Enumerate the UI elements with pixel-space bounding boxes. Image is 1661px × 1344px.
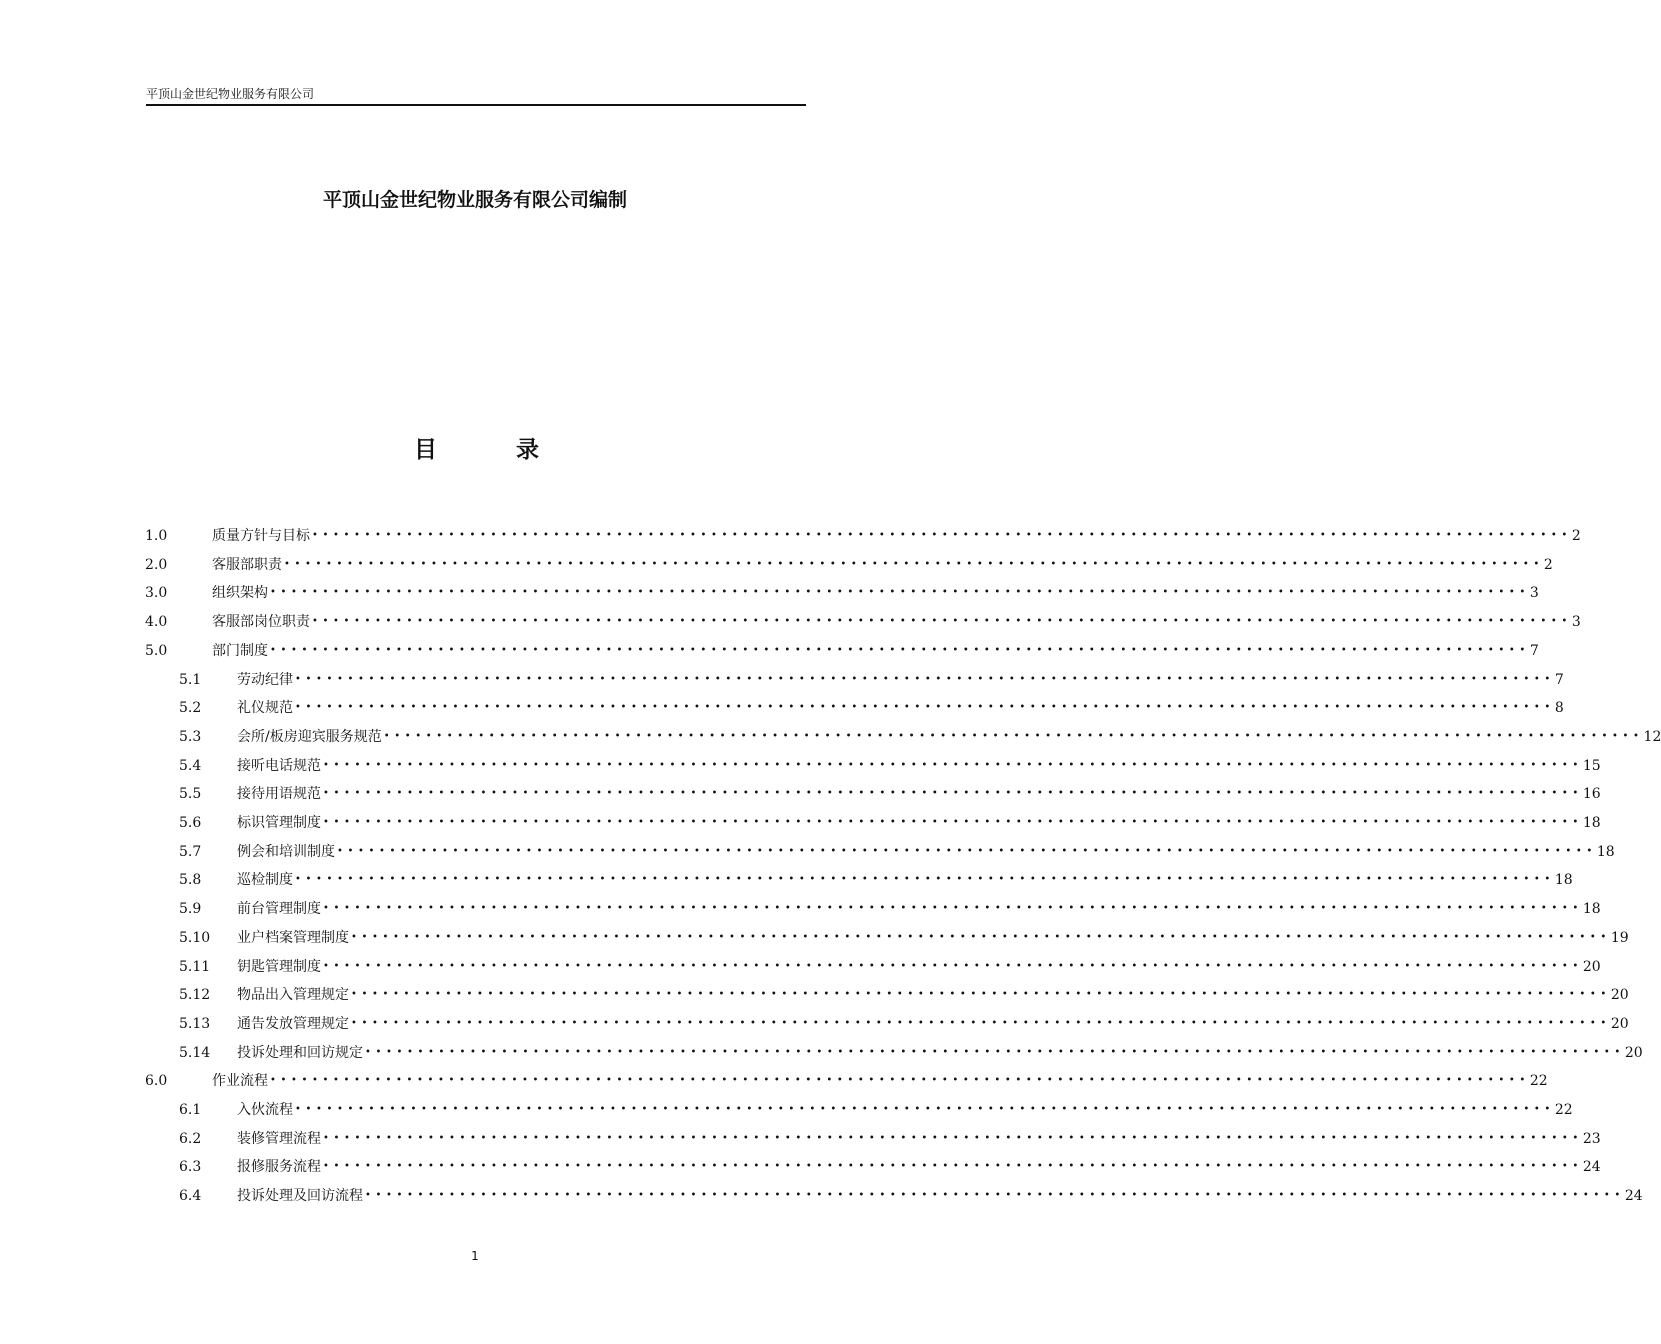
toc-entry-number: 3.0 <box>145 585 168 602</box>
toc-entry-page: 22 <box>1554 1102 1573 1118</box>
toc-dot-leader: •••••••••••••••••••••••••••••••••••••••••••••••••••••••••••••••••••••••••••••••••••••••••••••••••••••••••••••••••••••••• <box>270 644 1530 656</box>
toc-entry[interactable] <box>179 723 1661 751</box>
toc-entry[interactable] <box>179 809 1601 837</box>
toc-dot-leader: •••••••••••••••••••••••••••••••••••••••••••••••••••••••••••••••••••••••••••••••••••••••••••••••••••••••••••••••••••••••• <box>365 1190 1625 1202</box>
toc-entry-body <box>237 1039 1643 1067</box>
toc-entry-page: 2 <box>1543 556 1553 573</box>
toc-entry[interactable] <box>145 579 1539 607</box>
toc-dot-leader: •••••••••••••••••••••••••••••••••••••••••••••••••••••••••••••••••••••••••••••••••••••••••••••••••••••••••••••••••••••••• <box>270 1075 1530 1087</box>
toc-entry-number: 6.1 <box>179 1102 202 1118</box>
toc-dot-leader: •••••••••••••••••••••••••••••••••••••••••••••••••••••••••••••••••••••••••••••••••••••••••••••••••••••••••••••••••••••••• <box>365 1046 1625 1058</box>
toc-entry[interactable] <box>145 637 1539 665</box>
toc-entry-page: 19 <box>1610 929 1629 946</box>
toc-entry-page: 24 <box>1624 1188 1643 1205</box>
toc-entry-number: 5.2 <box>179 700 202 717</box>
toc-dot-leader: •••••••••••••••••••••••••••••••••••••••••••••••••••••••••••••••••••••••••••••••••••••••••••••••••••••••••••••••••••••••• <box>323 960 1583 972</box>
toc-dot-leader: •••••••••••••••••••••••••••••••••••••••••••••••••••••••••••••••••••••••••••••••••••••••••••••••••••••••••••••••••••••••• <box>323 1132 1583 1144</box>
toc-entry-number: 6.4 <box>179 1188 202 1205</box>
toc-dot-leader: •••••••••••••••••••••••••••••••••••••••••••••••••••••••••••••••••••••••••••••••••••••••••••••••••••••••••••••••••••••••• <box>351 989 1611 1001</box>
toc-entry-page: 15 <box>1582 757 1601 774</box>
toc-entry-label: 通告发放管理规定 <box>237 1015 349 1032</box>
toc-entry-number: 5.11 <box>179 958 211 975</box>
toc-heading-char-2: 录 <box>516 437 539 463</box>
toc-entry-label: 例会和培训制度 <box>237 843 335 860</box>
toc-entry-page: 20 <box>1582 958 1601 975</box>
toc-dot-leader: •••••••••••••••••••••••••••••••••••••••••••••••••••••••••••••••••••••••••••••••••••••••••••••••••••••••••••••••••••••••• <box>270 587 1530 599</box>
toc-entry-number: 5.9 <box>179 901 202 918</box>
document-title: 平顶山金世纪物业服务有限公司编制 <box>322 189 627 211</box>
toc-dot-leader: •••••••••••••••••••••••••••••••••••••••••••••••••••••••••••••••••••••••••••••••••••••••••••••••••••••••••••••••••••••••• <box>295 874 1555 886</box>
toc-entry-number: 2.0 <box>145 556 168 573</box>
toc-entry[interactable] <box>179 981 1629 1009</box>
toc-dot-leader: •••••••••••••••••••••••••••••••••••••••••••••••••••••••••••••••••••••••••••••••••••••••••••••••••••••••••••••••••••••••• <box>312 616 1572 628</box>
toc-entry-body <box>237 694 1564 722</box>
toc-entry-number: 5.7 <box>179 843 202 860</box>
toc-dot-leader: •••••••••••••••••••••••••••••••••••••••••••••••••••••••••••••••••••••••••••••••••••••••••••••••••••••••••••••••••••••••• <box>295 702 1555 714</box>
toc-entry-body <box>237 780 1601 808</box>
toc-entry-label: 部门制度 <box>212 642 268 659</box>
toc-dot-leader: •••••••••••••••••••••••••••••••••••••••••••••••••••••••••••••••••••••••••••••••••••••••••••••••••••••••••••••••••••••••• <box>284 558 1544 570</box>
toc-entry-number: 5.12 <box>179 987 211 1004</box>
toc-heading-char-1: 目 <box>414 437 437 463</box>
toc-entry[interactable] <box>179 1039 1643 1067</box>
toc-entry-page: 18 <box>1582 901 1601 918</box>
toc-entry-label: 业户档案管理制度 <box>237 929 349 946</box>
toc-dot-leader: •••••••••••••••••••••••••••••••••••••••••••••••••••••••••••••••••••••••••••••••••••••••••••••••••••••••••••••••••••••••• <box>295 673 1555 685</box>
toc-dot-leader: •••••••••••••••••••••••••••••••••••••••••••••••••••••••••••••••••••••••••••••••••••••••••••••••••••••••••••••••••••••••• <box>295 1104 1555 1115</box>
toc-entry-body <box>212 551 1553 579</box>
toc-entry-number: 5.6 <box>179 815 202 831</box>
toc-entry-page: 20 <box>1624 1044 1643 1061</box>
toc-entry-number: 5.3 <box>179 728 202 745</box>
toc-entry-label: 前台管理制度 <box>237 901 321 918</box>
page-header <box>146 86 806 106</box>
toc-entry-page: 24 <box>1582 1159 1601 1176</box>
toc-entry-body <box>237 1010 1629 1038</box>
toc-entry[interactable] <box>179 694 1564 722</box>
toc-entry-body <box>237 1096 1573 1124</box>
toc-entry-number: 6.0 <box>145 1073 168 1090</box>
toc-entry-number: 5.8 <box>179 872 202 889</box>
toc-entry-body <box>237 838 1615 866</box>
toc-entry[interactable] <box>179 924 1629 952</box>
toc-entry[interactable] <box>145 551 1553 579</box>
toc-entry-page: 12 <box>1643 728 1661 745</box>
toc-entry-body <box>212 522 1581 550</box>
toc-entry-label: 质量方针与目标 <box>212 528 310 544</box>
toc-entry-number: 4.0 <box>145 614 168 631</box>
toc-entry-number: 5.14 <box>179 1044 211 1061</box>
toc-entry-label: 客服部职责 <box>212 556 282 573</box>
toc-entry-body <box>237 723 1661 751</box>
toc-entry-label: 会所/板房迎宾服务规范 <box>237 728 382 745</box>
toc-entry-label: 投诉处理和回访规定 <box>237 1044 363 1061</box>
toc-entry-number: 5.10 <box>179 929 211 946</box>
toc-entry-label: 巡检制度 <box>237 872 293 889</box>
toc-entry[interactable] <box>179 1182 1643 1210</box>
toc-entry-label: 接听电话规范 <box>237 757 321 774</box>
toc-entry-page: 16 <box>1582 786 1601 803</box>
toc-entry-number: 1.0 <box>145 528 168 544</box>
toc-entry-label: 钥匙管理制度 <box>237 958 321 975</box>
toc-entry-number: 6.3 <box>179 1159 202 1176</box>
toc-entry-label: 劳动纪律 <box>237 671 293 688</box>
toc-entry[interactable] <box>145 1067 1548 1095</box>
toc-entry-page: 3 <box>1529 585 1539 602</box>
toc-entry-body <box>212 579 1539 607</box>
toc-entry-label: 接待用语规范 <box>237 786 321 803</box>
toc-heading <box>0 434 950 466</box>
toc-entry-label: 物品出入管理规定 <box>237 987 349 1004</box>
toc-entry-body <box>237 666 1564 694</box>
toc-entry-page: 18 <box>1582 815 1601 831</box>
toc-entry-number: 6.2 <box>179 1130 202 1147</box>
toc-dot-leader: •••••••••••••••••••••••••••••••••••••••••••••••••••••••••••••••••••••••••••••••••••••••••••••••••••••••••••••••••••••••• <box>351 1017 1611 1029</box>
toc-entry-page: 20 <box>1610 1015 1629 1032</box>
toc-entry-page: 7 <box>1554 671 1564 688</box>
toc-entry-body <box>237 1153 1601 1181</box>
toc-dot-leader: •••••••••••••••••••••••••••••••••••••••••••••••••••••••••••••••••••••••••••••••••••••••••••••••••••••••••••••••••••••••• <box>323 1161 1583 1173</box>
toc-entry-page: 20 <box>1610 987 1629 1004</box>
toc-entry[interactable] <box>179 866 1573 894</box>
toc-entry-label: 客服部岗位职责 <box>212 614 310 631</box>
toc-entry-body <box>237 1125 1601 1153</box>
toc-entry-body <box>212 608 1581 636</box>
toc-entry[interactable] <box>179 953 1601 981</box>
toc-entry-number: 5.13 <box>179 1015 211 1032</box>
toc-entry-number: 5.5 <box>179 786 202 803</box>
toc-entry-body <box>212 637 1539 665</box>
toc-entry-body <box>212 1067 1548 1095</box>
toc-entry-label: 报修服务流程 <box>237 1159 321 1176</box>
page-number: 1 <box>471 1249 479 1263</box>
toc-entry-label: 装修管理流程 <box>237 1130 321 1147</box>
toc-entry-label: 组织架构 <box>212 585 268 602</box>
toc-entry[interactable] <box>179 1010 1629 1038</box>
toc-dot-leader: •••••••••••••••••••••••••••••••••••••••••••••••••••••••••••••••••••••••••••••••••••••••••••••••••••••••••••••••••••••••• <box>337 845 1597 857</box>
toc-dot-leader: •••••••••••••••••••••••••••••••••••••••••••••••••••••••••••••••••••••••••••••••••••••••••••••••••••••••••••••••••••••••• <box>312 530 1572 541</box>
toc-entry[interactable] <box>179 1125 1601 1153</box>
toc-entry-number: 5.0 <box>145 642 168 659</box>
toc-entry-body <box>237 924 1629 952</box>
toc-dot-leader: •••••••••••••••••••••••••••••••••••••••••••••••••••••••••••••••••••••••••••••••••••••••••••••••••••••••••••••••••••••••• <box>323 788 1583 800</box>
toc-dot-leader: •••••••••••••••••••••••••••••••••••••••••••••••••••••••••••••••••••••••••••••••••••••••••••••••••••••••••••••••••••••••• <box>323 759 1583 771</box>
toc-entry-body <box>237 752 1601 780</box>
toc-entry[interactable] <box>179 1153 1601 1181</box>
toc-entry[interactable] <box>179 1096 1573 1124</box>
toc-entry[interactable] <box>145 522 1581 550</box>
toc-entry-number: 5.1 <box>179 671 202 688</box>
toc-entry-body <box>237 809 1601 837</box>
toc-entry-page: 2 <box>1571 528 1581 544</box>
toc-entry[interactable] <box>179 895 1601 923</box>
toc-dot-leader: •••••••••••••••••••••••••••••••••••••••••••••••••••••••••••••••••••••••••••••••••••••••••••••••••••••••••••••••••••••••• <box>351 931 1611 943</box>
toc-entry-label: 标识管理制度 <box>237 815 321 831</box>
toc-entry[interactable] <box>179 666 1564 694</box>
toc-dot-leader: •••••••••••••••••••••••••••••••••••••••••••••••••••••••••••••••••••••••••••••••••••••••••••••••••••••••••••••••••••••••• <box>323 903 1583 915</box>
toc-entry-label: 入伙流程 <box>237 1102 293 1118</box>
toc-entry[interactable] <box>179 780 1601 808</box>
toc-entry-page: 23 <box>1582 1130 1601 1147</box>
header-company-name: 平顶山金世纪物业服务有限公司 <box>146 87 315 101</box>
toc-entry-body <box>237 895 1601 923</box>
toc-entry-body <box>237 953 1601 981</box>
toc-dot-leader: •••••••••••••••••••••••••••••••••••••••••••••••••••••••••••••••••••••••••••••••••••••••••••••••••••••••••••••••••••••••• <box>323 817 1583 828</box>
toc-entry-page: 18 <box>1554 872 1573 889</box>
toc-entry-page: 7 <box>1529 642 1539 659</box>
toc-entry-label: 礼仪规范 <box>237 700 293 717</box>
toc-dot-leader: •••••••••••••••••••••••••••••••••••••••••••••••••••••••••••••••••••••••••••••••••••••••••••••••••••••••••••••••••••••••• <box>383 730 1644 742</box>
toc-entry-body <box>237 866 1573 894</box>
toc-entry-number: 5.4 <box>179 757 202 774</box>
toc-entry-label: 投诉处理及回访流程 <box>237 1188 363 1205</box>
toc-entry-page: 18 <box>1596 843 1615 860</box>
toc-entry-label: 作业流程 <box>212 1073 268 1090</box>
toc-entry-page: 3 <box>1571 614 1581 631</box>
toc-entry-body <box>237 1182 1643 1210</box>
toc-entry-page: 22 <box>1529 1073 1548 1090</box>
toc-entry[interactable] <box>145 608 1581 636</box>
toc-entry[interactable] <box>179 838 1615 866</box>
toc-entry-page: 8 <box>1554 700 1564 717</box>
toc-entry-body <box>237 981 1629 1009</box>
toc-entry[interactable] <box>179 752 1601 780</box>
